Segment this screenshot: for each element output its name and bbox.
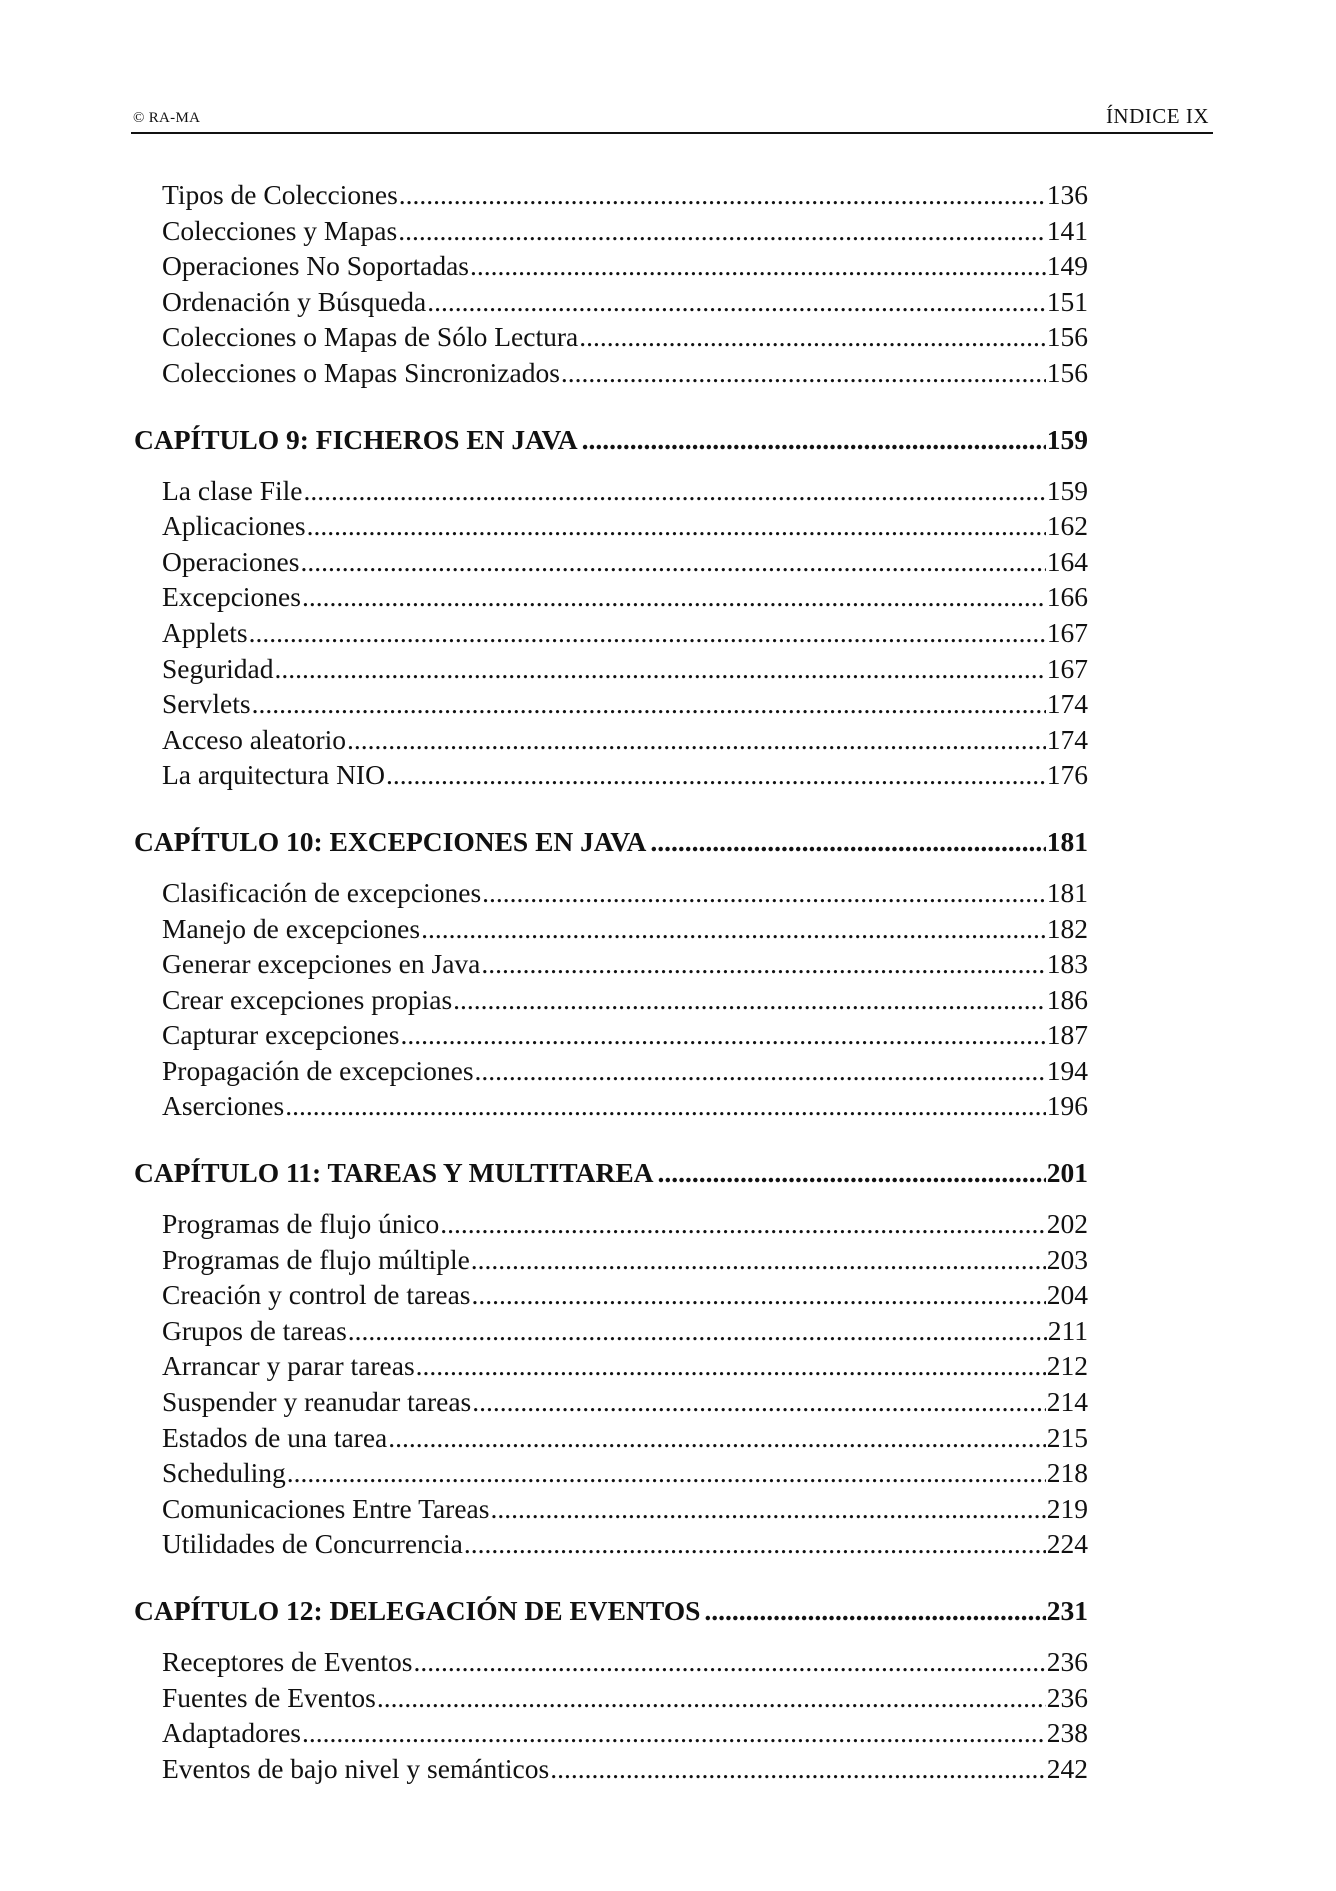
toc-entry[interactable]: [134, 1277, 1088, 1313]
entry-page-number: 166: [1046, 581, 1088, 613]
dot-leader: [252, 686, 1046, 722]
page-header: [131, 104, 1213, 134]
dot-leader: [550, 1751, 1046, 1787]
chapter-heading[interactable]: [134, 422, 1088, 458]
entry-page-number: 236: [1046, 1646, 1088, 1677]
dot-leader: [386, 757, 1046, 793]
entry-title: Fuentes de Eventos: [162, 1681, 376, 1713]
toc-entry[interactable]: [134, 579, 1088, 615]
toc-entry[interactable]: [134, 248, 1088, 284]
entry-page-number: 218: [1046, 1457, 1088, 1489]
entry-title: Generar excepciones en Java: [162, 948, 481, 980]
toc-entry[interactable]: [134, 319, 1088, 355]
entry-page-number: 183: [1046, 948, 1088, 980]
entry-page-number: 196: [1046, 1090, 1088, 1122]
dot-leader: [471, 1277, 1045, 1313]
toc-entry[interactable]: [134, 1313, 1088, 1349]
chapter-page-number: 231: [1046, 1595, 1088, 1626]
toc-entry[interactable]: [134, 722, 1088, 758]
entry-title: Clasificación de excepciones: [162, 876, 482, 908]
dot-leader: [400, 1017, 1045, 1053]
chapter-heading[interactable]: [134, 824, 1088, 860]
entry-title: Suspender y reanudar tareas: [162, 1386, 472, 1418]
entry-title: Grupos de tareas: [162, 1314, 347, 1346]
entry-title: Seguridad: [162, 652, 274, 684]
dot-leader: [453, 982, 1046, 1018]
dot-leader: [481, 946, 1045, 982]
entry-title: Arrancar y parar tareas: [162, 1350, 415, 1382]
dot-leader: [470, 248, 1046, 284]
entry-page-number: 203: [1046, 1243, 1088, 1275]
entry-title: Aserciones: [162, 1090, 285, 1122]
chapter-title: CAPÍTULO 10: EXCEPCIONES EN JAVA: [134, 825, 647, 857]
entry-page-number: 159: [1046, 474, 1088, 506]
toc-entry[interactable]: [134, 1348, 1088, 1384]
dot-leader: [440, 1206, 1046, 1242]
toc-entry[interactable]: [134, 1206, 1088, 1242]
dot-leader: [561, 355, 1046, 391]
chapter-page-number: 201: [1046, 1157, 1088, 1189]
toc-entry[interactable]: [134, 1455, 1088, 1491]
entry-page-number: 167: [1046, 652, 1088, 684]
entry-title: Programas de flujo único: [162, 1208, 440, 1240]
toc-entry[interactable]: [134, 1491, 1088, 1527]
toc-entry[interactable]: [134, 1680, 1088, 1716]
dot-leader: [348, 1313, 1047, 1349]
chapter-title: CAPÍTULO 11: TAREAS Y MULTITAREA: [134, 1157, 654, 1189]
toc-entry[interactable]: [134, 1420, 1088, 1456]
chapter-title: CAPÍTULO 9: FICHEROS EN JAVA: [134, 423, 578, 455]
toc-entry[interactable]: [134, 1715, 1088, 1751]
toc-entry[interactable]: [134, 213, 1088, 249]
toc-entry[interactable]: [134, 1384, 1088, 1420]
chapter-page-number: 159: [1046, 423, 1088, 455]
entry-title: Creación y control de tareas: [162, 1279, 471, 1311]
entry-title: Colecciones y Mapas: [162, 214, 398, 246]
entry-page-number: 215: [1046, 1421, 1088, 1453]
entry-title: Colecciones o Mapas de Sólo Lectura: [162, 321, 579, 353]
entry-page-number: 156: [1046, 321, 1088, 353]
entry-page-number: 194: [1046, 1054, 1088, 1086]
entry-title: Operaciones: [162, 545, 300, 577]
dot-leader: [704, 1593, 1045, 1629]
entry-page-number: 219: [1046, 1492, 1088, 1524]
dot-leader: [413, 1644, 1045, 1680]
entry-title: Operaciones No Soportadas: [162, 250, 469, 282]
dot-leader: [427, 284, 1046, 320]
publisher-mark: © RA-MA: [133, 110, 201, 126]
entry-title: La arquitectura NIO: [162, 759, 385, 791]
toc-entry[interactable]: [134, 473, 1088, 509]
toc-entry[interactable]: [134, 177, 1088, 213]
running-title: ÍNDICE IX: [1105, 104, 1209, 128]
entry-title: Propagación de excepciones: [162, 1054, 474, 1086]
toc-entry[interactable]: [134, 508, 1088, 544]
entry-title: Adaptadores: [162, 1717, 301, 1749]
entry-page-number: 162: [1046, 510, 1088, 542]
entry-title: Colecciones o Mapas Sincronizados: [162, 356, 560, 388]
entry-page-number: 176: [1046, 759, 1088, 791]
dot-leader: [377, 1680, 1046, 1716]
toc-entry[interactable]: [134, 1526, 1088, 1562]
dot-leader: [398, 213, 1046, 249]
entry-page-number: 181: [1046, 876, 1088, 908]
toc-entry[interactable]: [134, 544, 1088, 580]
toc-entry[interactable]: [134, 1053, 1088, 1089]
entry-title: Capturar excepciones: [162, 1019, 400, 1051]
entry-title: Comunicaciones Entre Tareas: [162, 1492, 490, 1524]
toc-entry[interactable]: [134, 651, 1088, 687]
toc-entry[interactable]: [134, 686, 1088, 722]
dot-leader: [285, 1088, 1046, 1124]
entry-page-number: 186: [1046, 983, 1088, 1015]
dot-leader: [421, 911, 1046, 947]
entry-title: Scheduling: [162, 1457, 286, 1489]
entry-page-number: 141: [1046, 214, 1088, 246]
entry-title: Acceso aleatorio: [162, 723, 347, 755]
entry-title: Programas de flujo múltiple: [162, 1243, 470, 1275]
dot-leader: [302, 579, 1046, 615]
dot-leader: [579, 319, 1046, 355]
chapter-title: CAPÍTULO 12: DELEGACIÓN DE EVENTOS: [134, 1595, 701, 1626]
dot-leader: [300, 544, 1045, 580]
dot-leader: [416, 1348, 1046, 1384]
entry-title: Utilidades de Concurrencia: [162, 1528, 463, 1560]
entry-page-number: 164: [1046, 545, 1088, 577]
entry-page-number: 151: [1046, 285, 1088, 317]
toc-entry[interactable]: [134, 1751, 1088, 1787]
entry-page-number: 224: [1046, 1528, 1088, 1560]
dot-leader: [490, 1491, 1045, 1527]
dot-leader: [472, 1384, 1046, 1420]
dot-leader: [658, 1155, 1046, 1191]
dot-leader: [347, 722, 1046, 758]
dot-leader: [399, 177, 1046, 213]
entry-title: Receptores de Eventos: [162, 1646, 413, 1677]
entry-title: Ordenación y Búsqueda: [162, 285, 427, 317]
dot-leader: [464, 1526, 1046, 1562]
dot-leader: [650, 824, 1045, 860]
entry-title: Eventos de bajo nivel y semánticos: [162, 1752, 550, 1784]
dot-leader: [304, 473, 1046, 509]
chapter-heading[interactable]: [134, 1593, 1088, 1629]
dot-leader: [275, 651, 1046, 687]
entry-page-number: 174: [1046, 723, 1088, 755]
entry-page-number: 204: [1046, 1279, 1088, 1311]
entry-page-number: 174: [1046, 688, 1088, 720]
toc-entry[interactable]: [134, 757, 1088, 793]
entry-page-number: 136: [1046, 179, 1088, 210]
toc-entry[interactable]: [134, 284, 1088, 320]
toc-entry[interactable]: [134, 1017, 1088, 1053]
toc-entry[interactable]: [134, 355, 1088, 391]
entry-title: Manejo de excepciones: [162, 912, 421, 944]
entry-page-number: 242: [1046, 1752, 1088, 1784]
chapter-page-number: 181: [1046, 825, 1088, 857]
entry-title: Excepciones: [162, 581, 301, 613]
chapter-heading[interactable]: [134, 1155, 1088, 1191]
table-of-contents: [134, 177, 1088, 1786]
entry-page-number: 187: [1046, 1019, 1088, 1051]
entry-page-number: 212: [1046, 1350, 1088, 1382]
entry-title: Applets: [162, 616, 248, 648]
entry-title: La clase File: [162, 474, 303, 506]
entry-page-number: 238: [1046, 1717, 1088, 1749]
toc-entry[interactable]: [134, 946, 1088, 982]
toc-entry[interactable]: [134, 875, 1088, 911]
entry-page-number: 149: [1046, 250, 1088, 282]
dot-leader: [287, 1455, 1046, 1491]
dot-leader: [249, 615, 1046, 651]
dot-leader: [482, 875, 1046, 911]
toc-entry[interactable]: [134, 615, 1088, 651]
toc-entry[interactable]: [134, 1242, 1088, 1278]
entry-title: Tipos de Colecciones: [162, 179, 398, 210]
dot-leader: [302, 1715, 1046, 1751]
dot-leader: [471, 1242, 1046, 1278]
toc-entry[interactable]: [134, 1088, 1088, 1124]
entry-title: Servlets: [162, 688, 251, 720]
entry-page-number: 236: [1046, 1681, 1088, 1713]
toc-entry[interactable]: [134, 1644, 1088, 1680]
entry-page-number: 202: [1046, 1208, 1088, 1240]
entry-page-number: 211: [1047, 1314, 1088, 1346]
entry-page-number: 167: [1046, 616, 1088, 648]
dot-leader: [388, 1420, 1045, 1456]
entry-title: Aplicaciones: [162, 510, 306, 542]
entry-page-number: 214: [1046, 1386, 1088, 1418]
entry-page-number: 182: [1046, 912, 1088, 944]
toc-entry[interactable]: [134, 911, 1088, 947]
entry-title: Crear excepciones propias: [162, 983, 453, 1015]
dot-leader: [307, 508, 1046, 544]
dot-leader: [475, 1053, 1046, 1089]
dot-leader: [582, 422, 1046, 458]
entry-page-number: 156: [1046, 356, 1088, 388]
entry-title: Estados de una tarea: [162, 1421, 388, 1453]
toc-entry[interactable]: [134, 982, 1088, 1018]
